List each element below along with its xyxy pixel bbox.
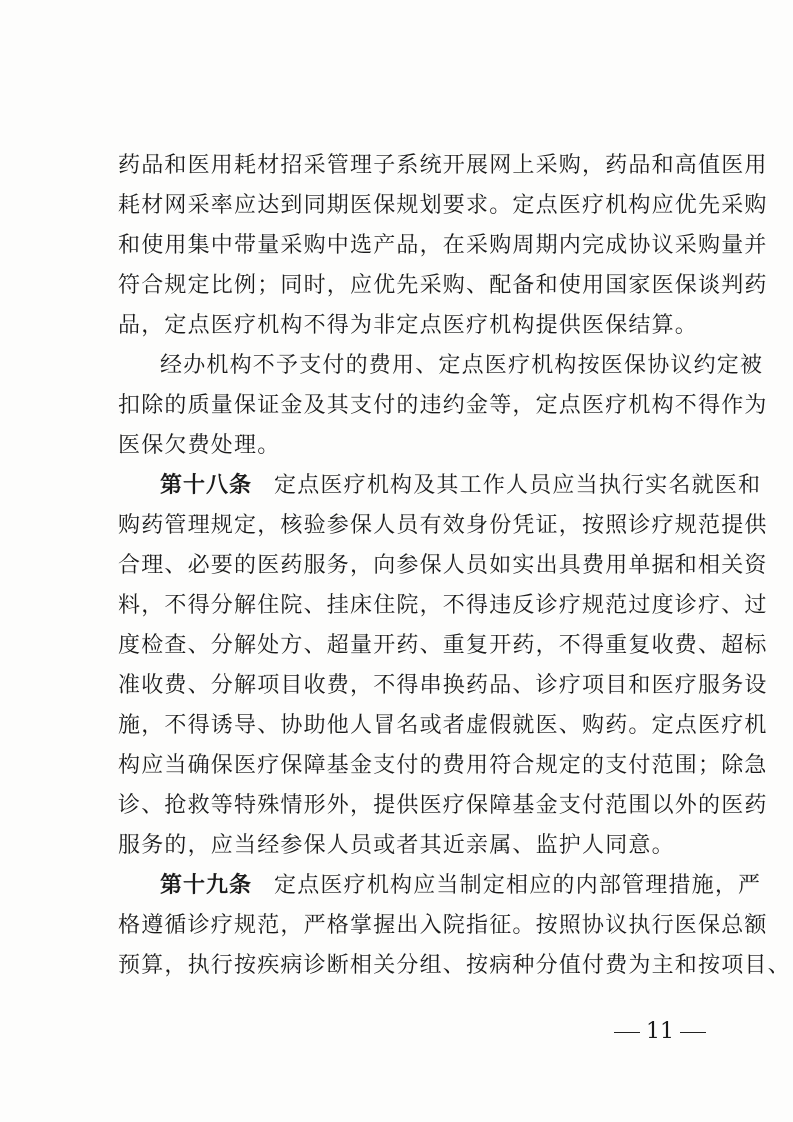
page-number	[608, 1015, 712, 1049]
text-line: 药品和医用耗材招采管理子系统开展网上采购，药品和高值医用	[118, 153, 768, 178]
text-line: 预算，执行按疾病诊断相关分组、按病种分值付费为主和按项目、	[118, 953, 791, 978]
text-line: 合理、必要的医药服务，向参保人员如实出具费用单据和相关资	[118, 553, 768, 578]
text-line: 施，不得诱导、协助他人冒名或者虚假就医、购药。定点医疗机	[118, 713, 768, 738]
text-line: 符合规定比例；同时，应优先采购、配备和使用国家医保谈判药	[118, 273, 768, 298]
page-number-value: 11	[646, 1019, 674, 1044]
article-19-first-line	[160, 866, 762, 906]
text-line: 和使用集中带量采购中选产品，在采购周期内完成协议采购量并	[118, 233, 768, 258]
text-line: 度检查、分解处方、超量开药、重复开药，不得重复收费、超标	[118, 633, 768, 658]
article-18-first-line	[160, 466, 762, 506]
text-line: 品，定点医疗机构不得为非定点医疗机构提供医保结算。	[118, 313, 699, 338]
article-18-text: 定点医疗机构及其工作人员应当执行实名就医和	[274, 473, 762, 498]
text-line: 构应当确保医疗保障基金支付的费用符合规定的支付范围；除急	[118, 753, 768, 778]
article-19-heading: 第十九条	[160, 873, 253, 898]
text-line: 耗材网采率应达到同期医保规划要求。定点医疗机构应优先采购	[118, 193, 768, 218]
dash-left	[614, 1032, 640, 1033]
text-line: 料，不得分解住院、挂床住院，不得违反诊疗规范过度诊疗、过	[118, 593, 768, 618]
text-line: 诊、抢救等特殊情形外，提供医疗保障基金支付范围以外的医药	[118, 793, 768, 818]
text-line: 准收费、分解项目收费，不得串换药品、诊疗项目和医疗服务设	[118, 673, 768, 698]
article-18-heading: 第十八条	[160, 473, 253, 498]
text-line: 服务的，应当经参保人员或者其近亲属、监护人同意。	[118, 833, 675, 858]
text-line: 格遵循诊疗规范，严格掌握出入院指征。按照协议执行医保总额	[118, 913, 768, 938]
text-line: 医保欠费处理。	[118, 433, 281, 458]
text-line: 扣除的质量保证金及其支付的违约金等，定点医疗机构不得作为	[118, 393, 768, 418]
paragraph-first-line: 经办机构不予支付的费用、定点医疗机构按医保协议约定被	[160, 353, 764, 378]
dash-right	[680, 1032, 706, 1033]
article-19-text: 定点医疗机构应当制定相应的内部管理措施，严	[274, 873, 762, 898]
text-line: 购药管理规定，核验参保人员有效身份凭证，按照诊疗规范提供	[118, 513, 768, 538]
